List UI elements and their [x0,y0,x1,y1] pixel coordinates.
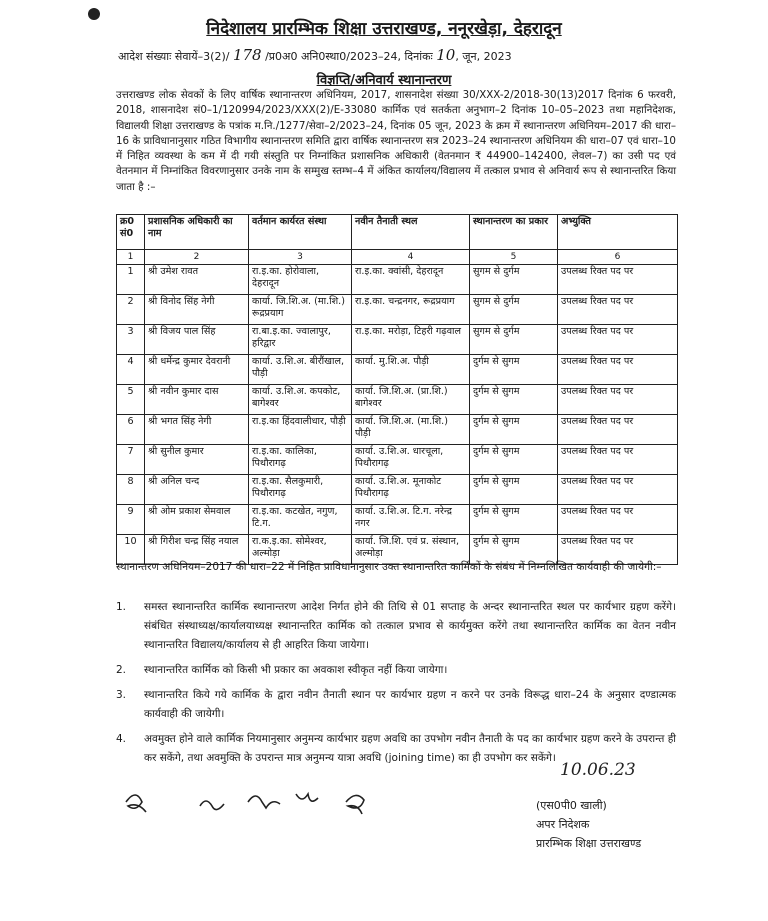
cell-current: रा.इ.का. कटखेत, नगुण, टि.ग. [249,505,352,535]
table-row [117,295,678,325]
cell-current: कार्या. उ.शि.अ. कपकोट, बागेश्वर [249,385,352,415]
point-text: स्थानान्तरित किये गये कार्मिक के द्वारा नवीन तैनाती स्थान पर कार्यभार ग्रहण न करने पर उनके विरूद्ध धारा–24 के अनुसार दण्डात्मक कार्यवाही की जायेगी। [144,689,676,720]
col-header-name: प्रशासनिक अधिकारी का नाम [145,215,249,250]
cell-remark: उपलब्ध रिक्त पद पर [558,505,678,535]
action-points [116,598,676,774]
order-number: 178 [232,46,262,64]
signatory-name: (एस0पी0 खाली) [536,799,607,812]
table-row [117,475,678,505]
table-header-row [117,215,678,250]
table-row [117,415,678,445]
col-header-sn: क्र0 सं0 [117,215,145,250]
point-text: अवमुक्त होने वाले कार्मिक नियमानुसार अनुमन्य कार्यभार ग्रहण अवधि का उपभोग नवीन तैनाती के पद का कार्यभार ग्रहण करने के उपरान्त ही कर सकेंगे, तथा अवमुक्ति के उपरान्त मात्र अनुमन्य यात्रा अवधि (joining time) का ही उपभोग कर सकेंगे। [144,733,676,764]
col-number: 2 [145,250,249,265]
order-number-line [118,46,638,64]
cell-new: कार्या. जि.शि. एवं प्र. संस्थान, अल्मोड़ा [352,535,470,565]
cell-current: कार्या. उ.शि.अ. बीरौंखाल, पौड़ी [249,355,352,385]
action-point [116,598,676,655]
col-header-current: वर्तमान कार्यरत संस्था [249,215,352,250]
cell-remark: उपलब्ध रिक्त पद पर [558,415,678,445]
cell-sn: 3 [117,325,145,355]
col-number: 4 [352,250,470,265]
cell-new: कार्या. उ.शि.अ. मूनाकोट पिथौरागढ़ [352,475,470,505]
cell-name: श्री नवीन कुमार दास [145,385,249,415]
col-number: 3 [249,250,352,265]
table-row [117,325,678,355]
cell-current: रा.इ.का. होरोवाला, देहरादून [249,265,352,295]
signatory-block [536,796,641,853]
cell-sn: 10 [117,535,145,565]
subject-heading: विज्ञप्ति/अनिवार्य स्थानान्तरण [316,73,452,88]
cell-type: सुगम से दुर्गम [470,295,558,325]
cell-type: दुर्गम से सुगम [470,445,558,475]
cell-sn: 8 [117,475,145,505]
cell-new: कार्या. उ.शि.अ. धारचूला, पिथौरागढ़ [352,445,470,475]
cell-type: दुर्गम से सुगम [470,415,558,445]
cell-type: दुर्गम से सुगम [470,385,558,415]
cell-type: सुगम से दुर्गम [470,325,558,355]
cell-remark: उपलब्ध रिक्त पद पर [558,295,678,325]
cell-current: रा.बा.इ.का. ज्वालापुर, हरिद्वार [249,325,352,355]
point-number: 2. [116,664,127,676]
point-number: 1. [116,601,127,613]
cell-new: रा.इ.का. क्वांसी, देहरादून [352,265,470,295]
cell-name: श्री उमेश रावत [145,265,249,295]
action-point [116,686,676,724]
cell-type: दुर्गम से सुगम [470,475,558,505]
point-text: समस्त स्थानान्तरित कार्मिक स्थानान्तरण आदेश निर्गत होने की तिथि से 01 सप्ताह के अन्दर स्थानान्तरित स्थल पर कार्यभार ग्रहण करेंगे। संबंधित संस्थाध्यक्ष/कार्यालयाध्यक्ष स्थानान्तरित कार्मिक को तत्काल प्रभाव से कार्यमुक्त करेंगे तथा स्थानान्तरित कार्मिक का वेतन नवीन स्थानान्तरित विद्यालय/कार्यालय से ही आहरित किया जायेगा। [144,601,676,651]
cell-new: रा.इ.का. चन्द्रनगर, रूद्रप्रयाग [352,295,470,325]
order-middle: /प्र0अ0 अनि0स्था0/2023–24, दिनांकः [265,50,433,63]
intro-paragraph: उत्तराखण्ड लोक सेवकों के लिए वार्षिक स्थानान्तरण अधिनियम, 2017, शासनादेश संख्या 30/XXX-2/2018-30(13)2017 दिनांक 6 फरवरी, 2018, शासनादेश सं0–1/120994/2023/XXX(2)/E-33080 कार्मिक एवं सतर्कता अनुभाग–2 दिनांक 10–05–2023 तथा महानिदेशक, विद्यालयी शिक्षा उत्तराखण्ड के पत्रांक म.नि./1277/सेवा–2/2023–24, दिनांक 05 जून, 2023 के क्रम में स्थानान्तरण अधिनियम–2017 की धारा–16 के प्राविधानानुसार गठित विभागीय स्थानान्तरण समिति द्वारा वार्षिक स्थानान्तरण सत्र 2023–24 स्थानान्तरण अधिनियम की धारा–07 एवं धारा–10 में निहित व्यवस्था के कम में दी गयी संस्तुति पर निम्नांकित प्रशासनिक अधिकारी (वेतनमान ₹ 44900–142400, लेवल–7) का उसी पद एवं वेतनमान में निम्नांकित विवरणानुसार उनके नाम के सम्मुख स्तम्भ–4 में अंकित कार्यालय/विद्यालय में तत्काल प्रभाव से अनिवार्य रूप से स्थानान्तरित किया जाता है :– [116,89,676,193]
order-prefix: आदेश संख्याः सेवायें–3(2)/ [118,50,230,63]
cell-sn: 5 [117,385,145,415]
col-header-remark: अभ्युक्ति [558,215,678,250]
cell-sn: 1 [117,265,145,295]
column-number-row [117,250,678,265]
table-row [117,355,678,385]
order-day: 10 [436,46,456,64]
closing-paragraph: स्थानान्तरण अधिनियम–2017 की धारा–22 में निहित प्राविधानानुसार उक्त स्थानान्तरित कार्मिकों के संबंध में निम्नलिखित कार्यवाही की जायेगी:– [116,561,662,573]
point-number: 4. [116,733,127,745]
cell-remark: उपलब्ध रिक्त पद पर [558,355,678,385]
cell-name: श्री गिरीश चन्द्र सिंह नयाल [145,535,249,565]
cell-name: श्री ओम प्रकाश सेमवाल [145,505,249,535]
cell-type: दुर्गम से सुगम [470,505,558,535]
cell-remark: उपलब्ध रिक्त पद पर [558,475,678,505]
cell-name: श्री सुनील कुमार [145,445,249,475]
cell-current: रा.इ.का हिंदवालीधार, पौड़ी [249,415,352,445]
cell-type: दुर्गम से सुगम [470,535,558,565]
point-number: 3. [116,689,127,701]
cell-name: श्री विजय पाल सिंह [145,325,249,355]
cell-type: दुर्गम से सुगम [470,355,558,385]
cell-sn: 9 [117,505,145,535]
cell-remark: उपलब्ध रिक्त पद पर [558,445,678,475]
order-suffix: , जून, 2023 [455,50,512,63]
table-row [117,505,678,535]
cell-name: श्री अनिल चन्द [145,475,249,505]
signature-date: 10.06.23 [560,760,636,780]
action-point [116,661,676,680]
cell-type: सुगम से दुर्गम [470,265,558,295]
cell-new: कार्या. जि.शि.अ. (प्रा.शि.) बागेश्वर [352,385,470,415]
col-number: 6 [558,250,678,265]
cell-sn: 2 [117,295,145,325]
signatory-designation: अपर निदेशक [536,818,590,831]
col-number: 1 [117,250,145,265]
cell-remark: उपलब्ध रिक्त पद पर [558,385,678,415]
col-number: 5 [470,250,558,265]
cell-current: रा.इ.का. सैलकुमारी, पिथौरागढ़ [249,475,352,505]
cell-sn: 4 [117,355,145,385]
col-header-type: स्थानान्तरण का प्रकार [470,215,558,250]
cell-current: रा.क.इ.का. सोमेश्वर, अल्मोड़ा [249,535,352,565]
directorate-title: निदेशालय प्रारम्भिक शिक्षा उत्तराखण्ड, ननूरखेड़ा, देहरादून [206,19,562,39]
cell-new: कार्या. उ.शि.अ. टि.ग. नरेन्द्र नगर [352,505,470,535]
cell-name: श्री भगत सिंह नेगी [145,415,249,445]
cell-remark: उपलब्ध रिक्त पद पर [558,325,678,355]
table-row [117,385,678,415]
cell-current: कार्या. जि.शि.अ. (मा.शि.) रूद्रप्रयाग [249,295,352,325]
transfer-table [116,214,678,565]
cell-name: श्री धर्मेन्द्र कुमार देवरानी [145,355,249,385]
initials-signatures [118,780,398,830]
cell-sn: 7 [117,445,145,475]
cell-current: रा.इ.का. कालिका, पिथौरागढ़ [249,445,352,475]
table-row [117,445,678,475]
cell-sn: 6 [117,415,145,445]
cell-remark: उपलब्ध रिक्त पद पर [558,265,678,295]
table-row [117,265,678,295]
cell-remark: उपलब्ध रिक्त पद पर [558,535,678,565]
point-text: स्थानान्तरित कार्मिक को किसी भी प्रकार का अवकाश स्वीकृत नहीं किया जायेगा। [144,664,448,676]
signatory-office: प्रारम्भिक शिक्षा उत्तराखण्ड [536,837,642,850]
cell-new: रा.इ.का. मरोड़ा, टिहरी गढ़वाल [352,325,470,355]
cell-name: श्री विनोद सिंह नेगी [145,295,249,325]
cell-new: कार्या. जि.शि.अ. (मा.शि.) पौड़ी [352,415,470,445]
col-header-new: नवीन तैनाती स्थल [352,215,470,250]
cell-new: कार्या. मु.शि.अ. पौड़ी [352,355,470,385]
